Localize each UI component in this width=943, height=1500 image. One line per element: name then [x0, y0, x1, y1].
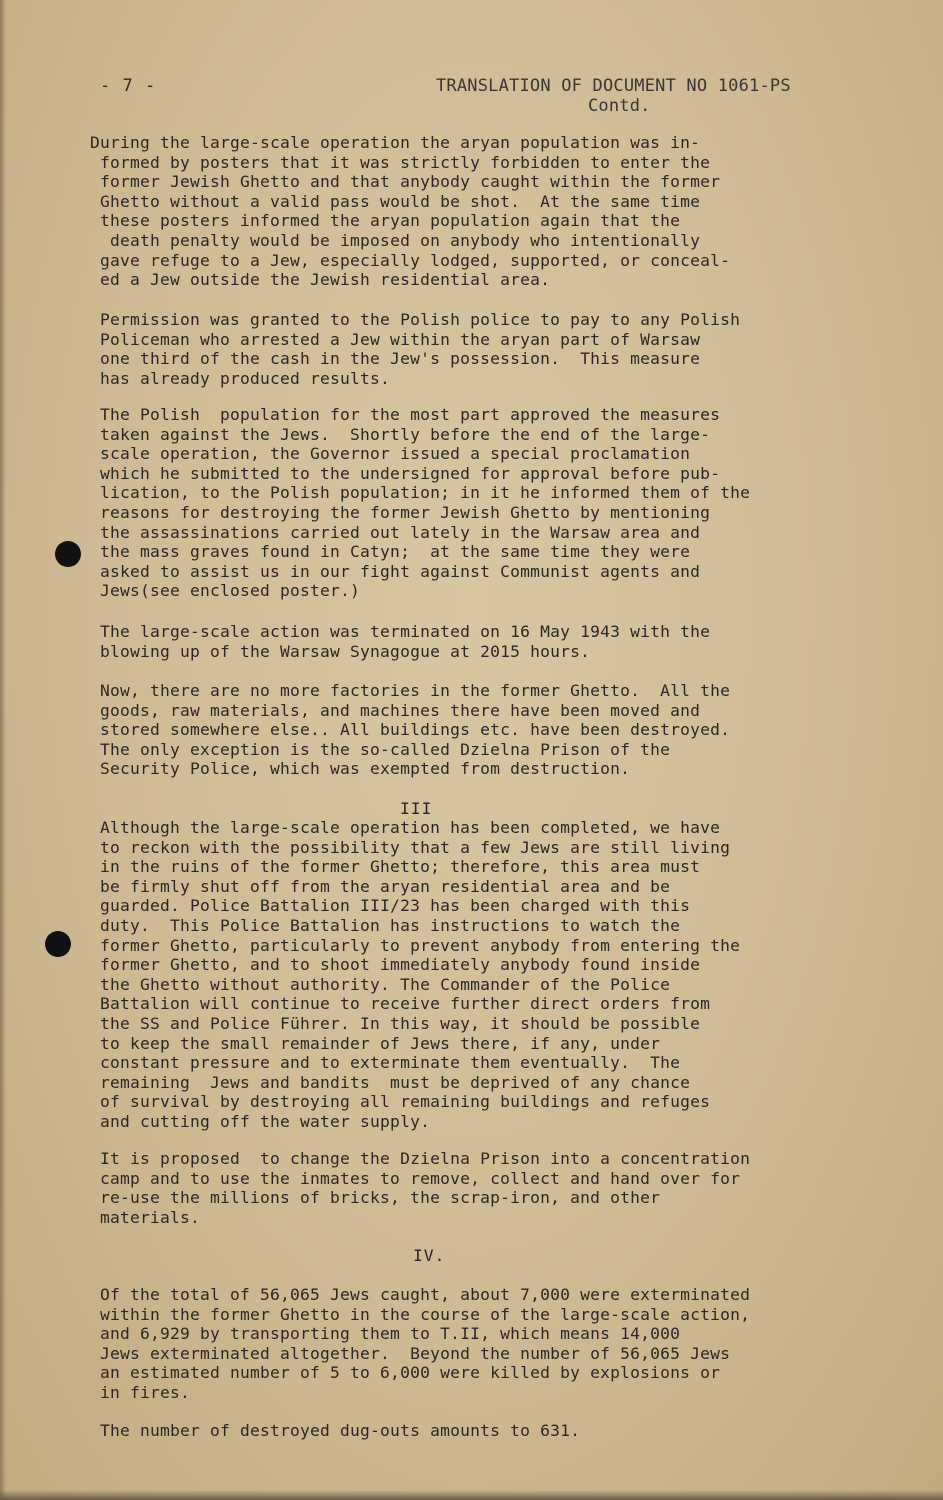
section-heading-iii: III	[400, 799, 433, 818]
page-edge-shadow	[0, 0, 6, 1500]
page-number: - 7 -	[100, 76, 157, 96]
page-bottom-edge	[0, 1490, 943, 1500]
paragraph-guarding-ghetto: Although the large-scale operation has been completed, we have to reckon with the possibility that a few Jews are still living in the ruins of the former Ghetto; therefore, this area must be firmly shut off from the aryan residential area and be guarded. Police Battalion III/23 has been charged with this duty. This Police Battalion has instructions to watch the former Ghetto, particularly to prevent anybody from entering the former Ghetto, and to shoot immediately anybody found inside the Ghetto without authority. The Commander of the Police Battalion will continue to receive further direct orders from the SS and Police Führer. In this way, it should be possible to keep the small remainder of Jews there, if any, under constant pressure and to exterminate them eventually. The remaining Jews and bandits must be deprived of any chance of survival by destroying all remaining buildings and refuges and cutting off the water supply.	[100, 818, 741, 1131]
header-title: TRANSLATION OF DOCUMENT NO 1061-PS	[436, 76, 791, 96]
document-header	[436, 76, 791, 116]
punch-hole-upper	[55, 541, 81, 567]
paragraph-action-terminated: The large-scale action was terminated on 16 May 1943 with the blowing up of the Warsaw Synagogue at 2015 hours.	[100, 622, 711, 661]
paragraph-polish-police: Permission was granted to the Polish police to pay to any Polish Policeman who arrested a Jew within the aryan part of Warsaw one third of the cash in the Jew's possession. This measure has already produced results.	[100, 310, 741, 388]
paragraph-polish-population: The Polish population for the most part approved the measures taken against the Jews. Shortly before the end of the large- scale operation, the Governor issued a special proclamation which he submitted to the undersigned for approval before pub- lication, to the Polish population; in it he informed them of the reasons for destroying the former Jewish Ghetto by mentioning the assassinations carried out lately in the Warsaw area and the mass graves found in Catyn; at the same time they were asked to assist us in our fight against Communist agents and Jews(see enclosed poster.)	[100, 405, 751, 601]
paragraph-dug-outs: The number of destroyed dug-outs amounts to 631.	[100, 1421, 581, 1440]
paragraph-posters: During the large-scale operation the aryan population was in- formed by posters that it was strictly forbidden to enter the former Jewish Ghetto and that anybody caught within the former Ghetto without a valid pass would be shot. At the same time these posters informed the aryan population again that the death penalty would be imposed on anybody who intentionally gave refuge to a Jew, especially lodged, supported, or conceal- ed a Jew outside the Jewish residential area.	[90, 133, 731, 290]
punch-hole-lower	[45, 931, 71, 957]
paragraph-totals: Of the total of 56,065 Jews caught, about 7,000 were exterminated within the former Ghetto in the course of the large-scale action, and 6,929 by transporting them to T.II, which means 14,000 Jews exterminated altogether. Beyond the number of 56,065 Jews an estimated number of 5 to 6,000 were killed by explosions or in fires.	[100, 1285, 751, 1402]
paragraph-dzielna-prison: It is proposed to change the Dzielna Prison into a concentration camp and to use the inmates to remove, collect and hand over for re-use the millions of bricks, the scrap-iron, and other materials.	[100, 1149, 751, 1227]
paragraph-no-factories: Now, there are no more factories in the former Ghetto. All the goods, raw materials, and machines there have been moved and stored somewhere else.. All buildings etc. have been destroyed. The only exception is the so-called Dzielna Prison of the Security Police, which was exempted from destruction.	[100, 681, 731, 779]
header-continued: Contd.	[588, 96, 651, 116]
section-heading-iv: IV.	[413, 1246, 446, 1265]
